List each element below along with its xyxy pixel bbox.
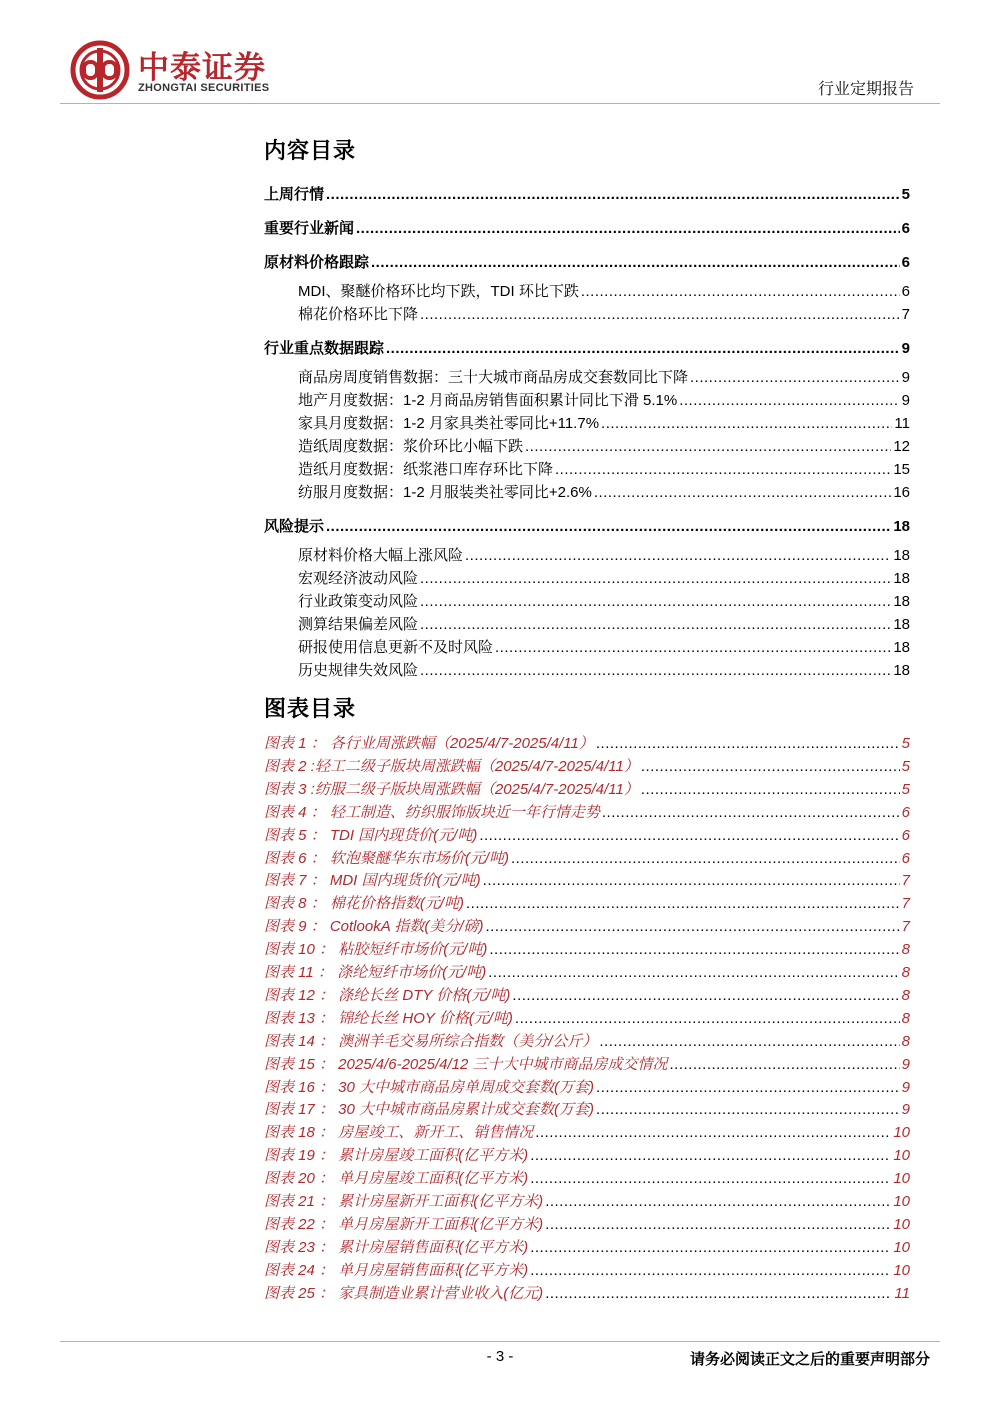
figure-entry[interactable] — [264, 849, 910, 869]
entry-title: 行业政策变动风险 — [298, 593, 419, 610]
entry-page-number: 5 — [901, 186, 910, 203]
entry-title: 家具月度数据：1-2 月家具类社零同比+11.7% — [298, 415, 600, 432]
entry-page-number: 10 — [893, 1170, 910, 1188]
dot-leader — [511, 849, 900, 869]
entry-title: 上周行情 — [264, 186, 325, 203]
header-divider — [60, 103, 940, 104]
dot-leader — [530, 1261, 891, 1281]
dot-leader — [596, 1078, 900, 1098]
entry-title: 造纸月度数据：纸浆港口库存环比下降 — [298, 461, 554, 478]
entry-title: 行业重点数据跟踪 — [264, 340, 385, 357]
dot-leader — [420, 661, 891, 681]
entry-page-number: 10 — [893, 1147, 910, 1165]
entry-page-number: 7 — [901, 872, 910, 890]
logo-name-en: ZHONGTAI SECURITIES — [138, 82, 270, 94]
dot-leader — [485, 917, 899, 937]
figure-entry[interactable] — [264, 1169, 910, 1189]
toc-entry[interactable] — [264, 414, 910, 434]
entry-page-number: 6 — [901, 254, 910, 271]
entry-title: 原材料价格大幅上涨风险 — [298, 547, 464, 564]
figure-entry[interactable] — [264, 894, 910, 914]
figure-entry[interactable] — [264, 963, 910, 983]
entry-page-number: 9 — [901, 340, 910, 357]
dot-leader — [420, 305, 900, 325]
entry-title: 图表 25 ： 家具制造业累计营业收入(亿元) — [264, 1284, 544, 1302]
entry-title: 风险提示 — [264, 518, 325, 535]
entry-page-number: 6 — [901, 849, 910, 867]
entry-page-number: 18 — [893, 639, 910, 656]
dot-leader — [326, 517, 891, 537]
dot-leader — [420, 615, 891, 635]
dot-leader — [466, 894, 900, 914]
entry-page-number: 7 — [901, 918, 910, 936]
entry-page-number: 10 — [893, 1193, 910, 1210]
figure-entry[interactable] — [264, 1123, 910, 1143]
entry-title: 重要行业新闻 — [264, 220, 355, 237]
entry-title: 图表 21 ： 累计房屋新开工面积(亿平方米) — [264, 1193, 544, 1210]
entry-page-number: 18 — [893, 593, 910, 610]
entry-title: 原材料价格跟踪 — [264, 254, 370, 271]
toc-entry[interactable] — [264, 592, 910, 612]
dot-leader — [535, 1123, 891, 1143]
toc-entry[interactable] — [264, 185, 910, 205]
entry-title: 图表 12 ： 涤纶长丝 DTY 价格(元/吨) — [264, 986, 511, 1004]
entry-title: 图表 13 ： 锦纶长丝 HOY 价格(元/吨) — [264, 1009, 513, 1027]
figure-entry[interactable] — [264, 917, 910, 937]
entry-page-number: 11 — [894, 1284, 910, 1302]
dot-leader — [488, 963, 899, 983]
figure-entry[interactable] — [264, 1055, 910, 1075]
dot-leader — [679, 391, 899, 411]
entry-page-number: 8 — [901, 986, 910, 1004]
entry-title: 图表 8 ： 棉花价格指数(元/吨) — [264, 895, 465, 913]
entry-page-number: 15 — [893, 461, 910, 478]
entry-page-number: 10 — [893, 1124, 910, 1142]
entry-title: 图表 6 ： 软泡聚醚华东市场价(元/吨) — [264, 849, 510, 867]
entry-page-number: 8 — [901, 941, 910, 959]
entry-title: 图表 23 ： 累计房屋销售面积(亿平方米) — [264, 1238, 529, 1256]
entry-title: 图表 10 ： 粘胶短纤市场价(元/吨) — [264, 941, 488, 959]
entry-page-number: 5 — [901, 735, 910, 752]
dot-leader — [489, 940, 899, 960]
toc-entry[interactable] — [264, 615, 910, 635]
figure-entry[interactable] — [264, 1009, 910, 1029]
dot-leader — [555, 460, 891, 480]
dot-leader — [483, 871, 900, 891]
toc-title: 内容目录 — [264, 138, 357, 163]
dot-leader — [545, 1215, 891, 1235]
figure-entry[interactable] — [264, 780, 910, 800]
entry-page-number: 10 — [893, 1215, 910, 1233]
entry-page-number: 18 — [893, 570, 910, 587]
entry-title: 商品房周度销售数据：三十大城市商品房成交套数同比下降 — [298, 369, 689, 386]
footer-divider — [60, 1341, 940, 1342]
entry-page-number: 10 — [893, 1261, 910, 1279]
figure-entry[interactable] — [264, 940, 910, 960]
entry-title: 图表 7 ： MDI 国内现货价(元/吨) — [264, 872, 481, 890]
entry-title: 研报使用信息更新不及时风险 — [298, 639, 494, 656]
figures-title: 图表目录 — [264, 696, 357, 721]
entry-page-number: 9 — [901, 1078, 910, 1096]
entry-title: 图表 4 ： 轻工制造、纺织服饰版块近一年行情走势 — [264, 803, 600, 821]
dot-leader — [545, 1284, 892, 1304]
dot-leader — [420, 569, 891, 589]
dot-leader — [602, 803, 900, 823]
dot-leader — [641, 780, 900, 800]
entry-title: 地产月度数据：1-2 月商品房销售面积累计同比下滑 5.1% — [298, 392, 678, 409]
dot-leader — [530, 1169, 891, 1189]
entry-page-number: 6 — [901, 220, 910, 237]
toc-entry[interactable] — [264, 305, 910, 325]
entry-title: 图表 20 ： 单月房屋竣工面积(亿平方米) — [264, 1170, 529, 1188]
figure-entry[interactable] — [264, 826, 910, 846]
dot-leader — [581, 282, 900, 302]
dot-leader — [495, 638, 891, 658]
figure-entry[interactable] — [264, 871, 910, 891]
figure-entry[interactable] — [264, 1146, 910, 1166]
entry-title: 棉花价格环比下降 — [298, 306, 419, 323]
toc-entry[interactable] — [264, 339, 910, 359]
entry-title: 图表 24 ： 单月房屋销售面积(亿平方米) — [264, 1261, 529, 1279]
dot-leader — [594, 483, 892, 503]
entry-title: 纺服月度数据：1-2 月服装类社零同比+2.6% — [298, 484, 592, 501]
entry-page-number: 16 — [893, 484, 910, 501]
toc-entry[interactable] — [264, 517, 910, 537]
entry-page-number: 7 — [901, 895, 910, 913]
toc-entry[interactable] — [264, 638, 910, 658]
dot-leader — [599, 1032, 899, 1052]
entry-page-number: 8 — [901, 1032, 910, 1050]
entry-page-number: 18 — [893, 547, 910, 564]
entry-title: 图表 19 ： 累计房屋竣工面积(亿平方米) — [264, 1147, 529, 1165]
toc-entry[interactable] — [264, 546, 910, 566]
entry-page-number: 12 — [893, 438, 910, 455]
entry-page-number: 7 — [901, 306, 910, 323]
figure-entry[interactable] — [264, 1284, 910, 1304]
report-type-label: 行业定期报告 — [817, 81, 914, 98]
toc-entry[interactable] — [264, 661, 910, 681]
disclaimer-note: 请务必阅读正文之后的重要声明部分 — [689, 1351, 930, 1368]
figure-entry[interactable] — [264, 757, 910, 777]
dot-leader — [545, 1192, 891, 1212]
entry-title: 图表 17 ： 30 大中城市商品房累计成交套数(万套) — [264, 1101, 595, 1119]
dot-leader — [690, 368, 900, 388]
dot-leader — [420, 592, 891, 612]
entry-page-number: 11 — [894, 415, 910, 432]
dot-leader — [525, 437, 891, 457]
toc-entry[interactable] — [264, 368, 910, 388]
entry-page-number: 5 — [901, 757, 910, 775]
entry-page-number: 9 — [901, 1055, 910, 1073]
figure-entry[interactable] — [264, 1100, 910, 1120]
dot-leader — [530, 1146, 891, 1166]
entry-page-number: 6 — [901, 803, 910, 821]
entry-title: MDI、聚醚价格环比均下跌，TDI 环比下跌 — [298, 283, 579, 300]
entry-title: 图表 3 :纺服二级子版块周涨跌幅（2025/4/7-2025/4/11） — [264, 780, 639, 798]
toc-entry[interactable] — [264, 219, 910, 239]
entry-page-number: 9 — [901, 392, 910, 409]
dot-leader — [641, 757, 900, 777]
entry-title: 图表 11 ： 涤纶短纤市场价(元/吨) — [264, 964, 487, 981]
figure-entry[interactable] — [264, 1261, 910, 1281]
entry-title: 图表 14 ： 澳洲羊毛交易所综合指数（美分/公斤） — [264, 1032, 598, 1050]
entry-title: 图表 1 ： 各行业周涨跌幅（2025/4/7-2025/4/11） — [264, 735, 594, 752]
entry-page-number: 8 — [901, 964, 910, 981]
figure-entry[interactable] — [264, 734, 910, 754]
toc-entry[interactable] — [264, 483, 910, 503]
toc-entry[interactable] — [264, 460, 910, 480]
page-number: - 3 - — [486, 1348, 514, 1365]
entry-title: 图表 15 ： 2025/4/6-2025/4/12 三十大中城市商品房成交情况 — [264, 1055, 668, 1073]
dot-leader — [596, 734, 900, 754]
entry-title: 图表 16 ： 30 大中城市商品房单周成交套数(万套) — [264, 1078, 595, 1096]
figure-entry[interactable] — [264, 1238, 910, 1258]
dot-leader — [596, 1100, 900, 1120]
toc-entry[interactable] — [264, 569, 910, 589]
entry-title: 宏观经济波动风险 — [298, 570, 419, 587]
entry-page-number: 9 — [901, 1101, 910, 1119]
entry-page-number: 6 — [901, 283, 910, 300]
entry-title: 图表 2 :轻工二级子版块周涨跌幅（2025/4/7-2025/4/11） — [264, 757, 639, 775]
toc-entry[interactable] — [264, 282, 910, 302]
toc-entry[interactable] — [264, 437, 910, 457]
entry-page-number: 5 — [901, 780, 910, 798]
entry-title: 图表 5 ： TDI 国内现货价(元/吨) — [264, 826, 478, 844]
dot-leader — [479, 826, 899, 846]
entry-title: 历史规律失效风险 — [298, 662, 419, 679]
entry-title: 图表 9 ： CotlookA 指数(美分/磅) — [264, 918, 484, 936]
dot-leader — [601, 414, 892, 434]
entry-title: 图表 22 ： 单月房屋新开工面积(亿平方米) — [264, 1215, 544, 1233]
figure-entry[interactable] — [264, 803, 910, 823]
dot-leader — [512, 986, 899, 1006]
figure-entry[interactable] — [264, 1032, 910, 1052]
entry-page-number: 18 — [893, 616, 910, 633]
logo-name-cn: 中泰证券 — [138, 50, 266, 85]
figure-entry[interactable] — [264, 1078, 910, 1098]
dot-leader — [356, 219, 900, 239]
toc-entry[interactable] — [264, 253, 910, 273]
entry-page-number: 9 — [901, 369, 910, 386]
entry-title: 图表 18 ： 房屋竣工、新开工、销售情况 — [264, 1124, 534, 1142]
entry-title: 测算结果偏差风险 — [298, 616, 419, 633]
dot-leader — [669, 1055, 899, 1075]
dot-leader — [515, 1009, 900, 1029]
entry-page-number: 10 — [893, 1238, 910, 1256]
figure-entry[interactable] — [264, 1215, 910, 1235]
entry-page-number: 8 — [901, 1009, 910, 1027]
entry-page-number: 18 — [893, 518, 910, 535]
dot-leader — [386, 339, 900, 359]
entry-title: 造纸周度数据：浆价环比小幅下跌 — [298, 438, 524, 455]
figure-entry[interactable] — [264, 1192, 910, 1212]
dot-leader — [371, 253, 900, 273]
dot-leader — [530, 1238, 891, 1258]
dot-leader — [326, 185, 900, 205]
company-logo — [70, 38, 310, 100]
zhongtai-logo-icon — [70, 40, 130, 100]
figure-entry[interactable] — [264, 986, 910, 1006]
entry-page-number: 6 — [901, 826, 910, 844]
dot-leader — [465, 546, 891, 566]
entry-page-number: 18 — [893, 662, 910, 679]
toc-entry[interactable] — [264, 391, 910, 411]
